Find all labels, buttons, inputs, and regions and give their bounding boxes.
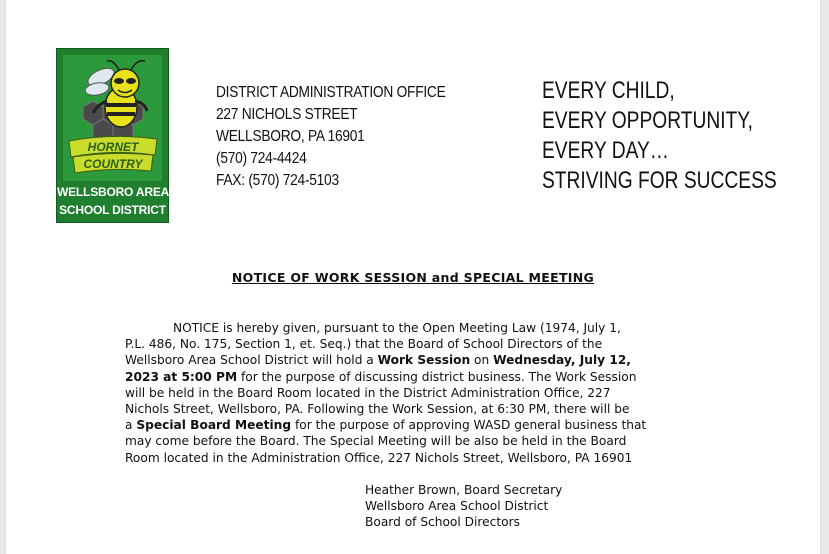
special-board-meeting-label: Special Board Meeting xyxy=(136,418,292,433)
notice-line-1: NOTICE is hereby given, pursuant to the Open Meeting Law (1974, July 1, xyxy=(173,321,621,335)
logo-caption xyxy=(57,183,168,219)
motto-line1: EVERY CHILD, xyxy=(542,77,675,104)
signature-name: Heather Brown, Board Secretary xyxy=(365,483,563,497)
hornet-mascot-icon xyxy=(63,55,162,181)
logo-emblem xyxy=(63,55,162,181)
motto-line3: EVERY DAY… xyxy=(542,137,669,164)
signature-board: Board of School Directors xyxy=(365,515,520,530)
notice-line-6: Nichols Street, Wellsboro, PA. Following the Work Session, at 6:30 PM, there will be xyxy=(125,402,630,417)
office-phone: (570) 724-4424 xyxy=(216,150,307,167)
signature-district: Wellsboro Area School District xyxy=(365,499,549,514)
logo-caption-line1: WELLSBORO AREA xyxy=(57,185,170,199)
logo-text-top: HORNET xyxy=(87,140,139,154)
district-logo xyxy=(56,48,169,223)
notice-line-2: P.L. 486, No. 175, Section 1, et. Seq.) that the Board of School Directors of the xyxy=(125,337,603,352)
signature-block xyxy=(365,482,562,531)
notice-line-4b: for the purpose of discussing district business. The Work Session xyxy=(237,369,637,384)
notice-body xyxy=(125,320,705,466)
logo-caption-line2: SCHOOL DISTRICT xyxy=(59,203,166,217)
office-fax: FAX: (570) 724-5103 xyxy=(216,172,339,189)
notice-line-8: may come before the Board. The Special Meeting will be also be held in the Board xyxy=(125,434,627,449)
office-city: WELLSBORO, PA 16901 xyxy=(216,128,365,145)
notice-line-7c: for the purpose of approving WASD general business that xyxy=(291,418,647,433)
office-address xyxy=(216,82,446,192)
logo-text-bottom: COUNTRY xyxy=(83,157,143,171)
document-page xyxy=(6,0,820,554)
notice-line-7a: a xyxy=(125,418,137,433)
work-session-label: Work Session xyxy=(377,353,471,368)
motto-line4: STRIVING FOR SUCCESS xyxy=(542,167,777,194)
notice-line-3c: on xyxy=(470,353,494,368)
notice-line-9: Room located in the Administration Office, 227 Nichols Street, Wellsboro, PA 16901 xyxy=(125,450,633,465)
office-street: 227 NICHOLS STREET xyxy=(216,106,358,123)
motto-line2: EVERY OPPORTUNITY, xyxy=(542,107,753,134)
office-name: DISTRICT ADMINISTRATION OFFICE xyxy=(216,84,446,101)
notice-line-3a: Wellsboro Area School District will hold a xyxy=(125,353,378,368)
meeting-date: Wednesday, July 12, xyxy=(493,353,631,368)
notice-title: NOTICE OF WORK SESSION and SPECIAL MEETING xyxy=(231,270,595,285)
notice-line-5: will be held in the Board Room located in the District Administration Office, 227 xyxy=(125,385,611,400)
meeting-time: 2023 at 5:00 PM xyxy=(125,369,238,384)
district-motto xyxy=(542,76,777,196)
